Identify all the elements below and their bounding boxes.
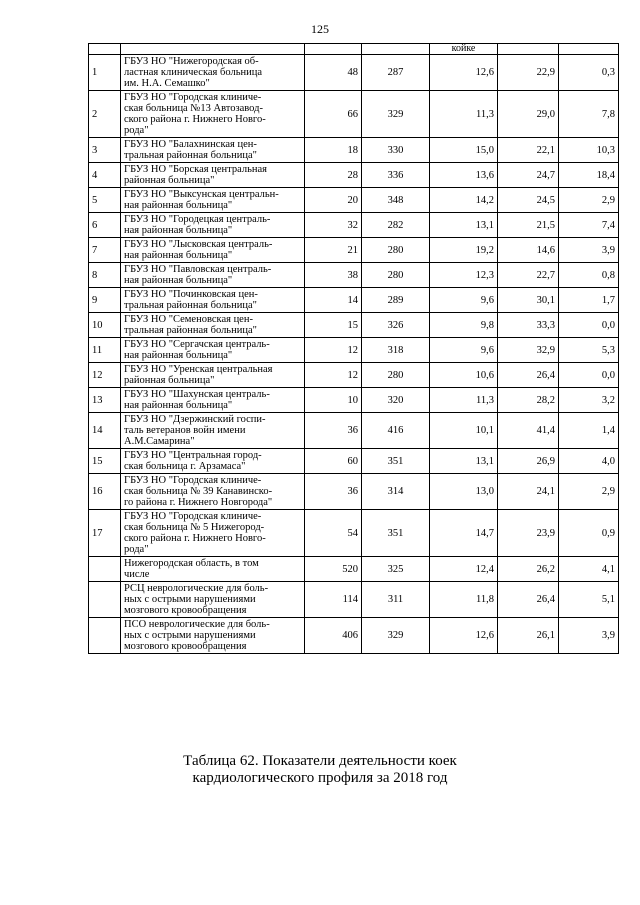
row-number: 13 xyxy=(89,388,121,413)
value-cell-v4: 30,1 xyxy=(498,288,559,313)
hospital-name-line: ского района г. Нижнего Новго- xyxy=(124,533,266,544)
table-row xyxy=(89,163,619,188)
value-cell-v1: 28 xyxy=(305,163,362,188)
value-cell-v5: 0,9 xyxy=(559,510,619,557)
value-cell-v1: 48 xyxy=(305,55,362,91)
value-cell-v2: 318 xyxy=(362,338,430,363)
value-cell-v1: 21 xyxy=(305,238,362,263)
value-cell-v4: 41,4 xyxy=(498,413,559,449)
value-cell-v3: 9,6 xyxy=(430,338,498,363)
header-cell xyxy=(559,44,619,55)
hospital-name xyxy=(121,55,305,91)
value-cell-v4: 26,4 xyxy=(498,582,559,618)
value-cell-v5: 7,4 xyxy=(559,213,619,238)
hospital-name-line: ГБУЗ НО "Дзержинский госпи- xyxy=(124,414,266,425)
value-cell-v5: 1,4 xyxy=(559,413,619,449)
hospital-name-line: ГБУЗ НО "Починковская цен- xyxy=(124,289,258,300)
value-cell-v2: 311 xyxy=(362,582,430,618)
hospital-name xyxy=(121,313,305,338)
table-row xyxy=(89,55,619,91)
row-number: 16 xyxy=(89,474,121,510)
caption-line: Таблица 62. Показатели деятельности коек xyxy=(183,753,457,769)
hospital-name-line: мозгового кровообращения xyxy=(124,605,247,616)
caption-line: кардиологического профиля за 2018 год xyxy=(192,770,448,786)
hospital-name xyxy=(121,188,305,213)
value-cell-v5: 2,9 xyxy=(559,188,619,213)
hospital-name xyxy=(121,263,305,288)
value-cell-v3: 12,4 xyxy=(430,557,498,582)
hospital-name-line: ПСО неврологические для боль- xyxy=(124,619,270,630)
header-fragment-row xyxy=(89,44,619,55)
hospital-name-line: ГБУЗ НО "Шахунская централь- xyxy=(124,389,270,400)
value-cell-v3: 11,3 xyxy=(430,91,498,138)
table-row xyxy=(89,188,619,213)
hospital-name-line: ГБУЗ НО "Городская клиниче- xyxy=(124,92,262,103)
hospital-name-line: Нижегородская область, в том xyxy=(124,558,259,569)
hospital-name-line: ГБУЗ НО "Городецкая централь- xyxy=(124,214,271,225)
hospital-name xyxy=(121,449,305,474)
hospital-name-line: ГБУЗ НО "Балахнинская цен- xyxy=(124,139,257,150)
value-cell-v3: 14,2 xyxy=(430,188,498,213)
value-cell-v4: 24,7 xyxy=(498,163,559,188)
value-cell-v2: 280 xyxy=(362,363,430,388)
hospital-name-line: ГБУЗ НО "Городская клиниче- xyxy=(124,475,262,486)
value-cell-v4: 22,9 xyxy=(498,55,559,91)
table-row xyxy=(89,338,619,363)
hospital-name-line: РСЦ неврологические для боль- xyxy=(124,583,269,594)
value-cell-v3: 12,6 xyxy=(430,618,498,654)
value-cell-v4: 24,5 xyxy=(498,188,559,213)
value-cell-v5: 3,9 xyxy=(559,238,619,263)
hospital-name-line: ная районная больница" xyxy=(124,275,233,286)
value-cell-v1: 520 xyxy=(305,557,362,582)
value-cell-v1: 66 xyxy=(305,91,362,138)
hospital-name-line: ГБУЗ НО "Городская клиниче- xyxy=(124,511,262,522)
value-cell-v5: 18,4 xyxy=(559,163,619,188)
table-row xyxy=(89,557,619,582)
table-row xyxy=(89,313,619,338)
hospital-name-line: ная районная больница" xyxy=(124,200,233,211)
value-cell-v5: 1,7 xyxy=(559,288,619,313)
value-cell-v3: 9,8 xyxy=(430,313,498,338)
value-cell-v3: 9,6 xyxy=(430,288,498,313)
value-cell-v2: 280 xyxy=(362,238,430,263)
value-cell-v2: 314 xyxy=(362,474,430,510)
hospital-name-line: им. Н.А. Семашко" xyxy=(124,78,210,89)
hospital-name-line: ГБУЗ НО "Уренская центральная xyxy=(124,364,273,375)
row-number: 17 xyxy=(89,510,121,557)
value-cell-v5: 4,0 xyxy=(559,449,619,474)
hospital-name-line: ГБУЗ НО "Выксунская центральн- xyxy=(124,189,279,200)
hospital-name-line: ГБУЗ НО "Павловская централь- xyxy=(124,264,272,275)
hospital-name-line: ная районная больница" xyxy=(124,350,233,361)
table-row xyxy=(89,510,619,557)
hospital-name-line: тральная районная больница" xyxy=(124,325,257,336)
hospital-name-line: го района г. Нижнего Новгорода" xyxy=(124,497,273,508)
value-cell-v2: 280 xyxy=(362,263,430,288)
value-cell-v3: 11,3 xyxy=(430,388,498,413)
value-cell-v5: 10,3 xyxy=(559,138,619,163)
value-cell-v4: 26,4 xyxy=(498,363,559,388)
hospital-name-line: районная больница" xyxy=(124,175,215,186)
table-body xyxy=(89,44,619,654)
hospital-name-line: рода" xyxy=(124,544,149,555)
header-cell-bed: койке xyxy=(430,44,498,55)
hospital-beds-table xyxy=(88,43,619,654)
hospital-name xyxy=(121,413,305,449)
value-cell-v1: 60 xyxy=(305,449,362,474)
row-number: 15 xyxy=(89,449,121,474)
hospital-name-line: ского района г. Нижнего Новго- xyxy=(124,114,266,125)
value-cell-v3: 12,6 xyxy=(430,55,498,91)
value-cell-v1: 54 xyxy=(305,510,362,557)
row-number: 14 xyxy=(89,413,121,449)
value-cell-v1: 36 xyxy=(305,474,362,510)
hospital-name xyxy=(121,557,305,582)
hospital-name xyxy=(121,213,305,238)
value-cell-v2: 329 xyxy=(362,91,430,138)
row-number: 4 xyxy=(89,163,121,188)
value-cell-v3: 10,6 xyxy=(430,363,498,388)
value-cell-v2: 326 xyxy=(362,313,430,338)
hospital-name-line: ГБУЗ НО "Центральная город- xyxy=(124,450,262,461)
hospital-name xyxy=(121,91,305,138)
hospital-name-line: ская больница № 5 Нижегород- xyxy=(124,522,265,533)
hospital-name-line: районная больница" xyxy=(124,375,215,386)
hospital-name-line: ГБУЗ НО "Нижегородская об- xyxy=(124,56,259,67)
header-cell xyxy=(89,44,121,55)
value-cell-v2: 325 xyxy=(362,557,430,582)
value-cell-v5: 3,2 xyxy=(559,388,619,413)
header-cell xyxy=(362,44,430,55)
row-number: 12 xyxy=(89,363,121,388)
value-cell-v1: 10 xyxy=(305,388,362,413)
value-cell-v4: 32,9 xyxy=(498,338,559,363)
value-cell-v5: 0,3 xyxy=(559,55,619,91)
hospital-name xyxy=(121,238,305,263)
hospital-name xyxy=(121,338,305,363)
value-cell-v2: 320 xyxy=(362,388,430,413)
value-cell-v5: 5,3 xyxy=(559,338,619,363)
hospital-name xyxy=(121,618,305,654)
value-cell-v1: 32 xyxy=(305,213,362,238)
value-cell-v5: 2,9 xyxy=(559,474,619,510)
hospital-name xyxy=(121,288,305,313)
value-cell-v1: 20 xyxy=(305,188,362,213)
hospital-name-line: ных с острыми нарушениями xyxy=(124,630,256,641)
hospital-name-line: ластная клиническая больница xyxy=(124,67,263,78)
hospital-name-line: рода" xyxy=(124,125,149,136)
value-cell-v1: 36 xyxy=(305,413,362,449)
value-cell-v1: 14 xyxy=(305,288,362,313)
header-cell xyxy=(121,44,305,55)
page-number: 125 xyxy=(311,22,329,36)
table-row xyxy=(89,388,619,413)
hospital-name-line: мозгового кровообращения xyxy=(124,641,247,652)
hospital-name-line: ГБУЗ НО "Лысковская централь- xyxy=(124,239,273,250)
hospital-name-line: тральная районная больница" xyxy=(124,150,257,161)
row-number: 11 xyxy=(89,338,121,363)
table-row xyxy=(89,138,619,163)
value-cell-v1: 38 xyxy=(305,263,362,288)
value-cell-v2: 287 xyxy=(362,55,430,91)
table-row xyxy=(89,263,619,288)
table-row xyxy=(89,288,619,313)
value-cell-v5: 4,1 xyxy=(559,557,619,582)
row-number: 2 xyxy=(89,91,121,138)
value-cell-v2: 351 xyxy=(362,449,430,474)
row-number xyxy=(89,618,121,654)
value-cell-v4: 14,6 xyxy=(498,238,559,263)
value-cell-v4: 22,7 xyxy=(498,263,559,288)
value-cell-v2: 282 xyxy=(362,213,430,238)
value-cell-v5: 5,1 xyxy=(559,582,619,618)
table-row xyxy=(89,363,619,388)
hospital-name xyxy=(121,582,305,618)
row-number xyxy=(89,557,121,582)
table-caption xyxy=(0,753,640,787)
table-row xyxy=(89,582,619,618)
header-cell xyxy=(498,44,559,55)
value-cell-v3: 11,8 xyxy=(430,582,498,618)
table-row xyxy=(89,618,619,654)
value-cell-v2: 330 xyxy=(362,138,430,163)
header-cell xyxy=(305,44,362,55)
value-cell-v5: 0,0 xyxy=(559,313,619,338)
value-cell-v4: 26,1 xyxy=(498,618,559,654)
value-cell-v2: 351 xyxy=(362,510,430,557)
value-cell-v4: 26,2 xyxy=(498,557,559,582)
row-number: 3 xyxy=(89,138,121,163)
hospital-name xyxy=(121,138,305,163)
table-row xyxy=(89,449,619,474)
hospital-name xyxy=(121,363,305,388)
hospital-name-line: ная районная больница" xyxy=(124,400,233,411)
value-cell-v4: 23,9 xyxy=(498,510,559,557)
hospital-name xyxy=(121,388,305,413)
value-cell-v3: 13,0 xyxy=(430,474,498,510)
hospital-name-line: таль ветеранов войн имени xyxy=(124,425,246,436)
value-cell-v2: 348 xyxy=(362,188,430,213)
value-cell-v4: 28,2 xyxy=(498,388,559,413)
row-number: 7 xyxy=(89,238,121,263)
value-cell-v1: 12 xyxy=(305,363,362,388)
hospital-name-line: ская больница №13 Автозавод- xyxy=(124,103,263,114)
value-cell-v1: 114 xyxy=(305,582,362,618)
value-cell-v2: 336 xyxy=(362,163,430,188)
row-number: 8 xyxy=(89,263,121,288)
hospital-name-line: ГБУЗ НО "Семеновская цен- xyxy=(124,314,253,325)
value-cell-v2: 329 xyxy=(362,618,430,654)
value-cell-v1: 406 xyxy=(305,618,362,654)
value-cell-v3: 19,2 xyxy=(430,238,498,263)
hospital-name xyxy=(121,474,305,510)
value-cell-v1: 15 xyxy=(305,313,362,338)
hospital-name-line: тральная районная больница" xyxy=(124,300,257,311)
value-cell-v5: 0,8 xyxy=(559,263,619,288)
value-cell-v4: 26,9 xyxy=(498,449,559,474)
value-cell-v3: 13,1 xyxy=(430,449,498,474)
hospital-name-line: А.М.Самарина" xyxy=(124,436,195,447)
value-cell-v4: 24,1 xyxy=(498,474,559,510)
value-cell-v3: 13,1 xyxy=(430,213,498,238)
value-cell-v5: 7,8 xyxy=(559,91,619,138)
value-cell-v5: 3,9 xyxy=(559,618,619,654)
value-cell-v5: 0,0 xyxy=(559,363,619,388)
hospital-name-line: числе xyxy=(124,569,150,580)
row-number: 1 xyxy=(89,55,121,91)
value-cell-v4: 22,1 xyxy=(498,138,559,163)
table-row xyxy=(89,238,619,263)
value-cell-v4: 21,5 xyxy=(498,213,559,238)
hospital-name-line: ская больница № 39 Канавинско- xyxy=(124,486,273,497)
hospital-name-line: ГБУЗ НО "Борская центральная xyxy=(124,164,267,175)
value-cell-v1: 12 xyxy=(305,338,362,363)
table-row xyxy=(89,474,619,510)
hospital-name-line: ных с острыми нарушениями xyxy=(124,594,256,605)
row-number xyxy=(89,582,121,618)
value-cell-v1: 18 xyxy=(305,138,362,163)
value-cell-v2: 289 xyxy=(362,288,430,313)
value-cell-v3: 14,7 xyxy=(430,510,498,557)
hospital-name xyxy=(121,510,305,557)
value-cell-v3: 12,3 xyxy=(430,263,498,288)
row-number: 9 xyxy=(89,288,121,313)
value-cell-v4: 33,3 xyxy=(498,313,559,338)
hospital-name xyxy=(121,163,305,188)
table-row xyxy=(89,413,619,449)
value-cell-v2: 416 xyxy=(362,413,430,449)
table-row xyxy=(89,91,619,138)
value-cell-v4: 29,0 xyxy=(498,91,559,138)
row-number: 10 xyxy=(89,313,121,338)
value-cell-v3: 15,0 xyxy=(430,138,498,163)
hospital-name-line: ная районная больница" xyxy=(124,225,233,236)
value-cell-v3: 10,1 xyxy=(430,413,498,449)
hospital-name-line: ская больница г. Арзамаса" xyxy=(124,461,246,472)
table-row xyxy=(89,213,619,238)
row-number: 5 xyxy=(89,188,121,213)
row-number: 6 xyxy=(89,213,121,238)
hospital-name-line: ная районная больница" xyxy=(124,250,233,261)
value-cell-v3: 13,6 xyxy=(430,163,498,188)
hospital-name-line: ГБУЗ НО "Сергачская централь- xyxy=(124,339,270,350)
